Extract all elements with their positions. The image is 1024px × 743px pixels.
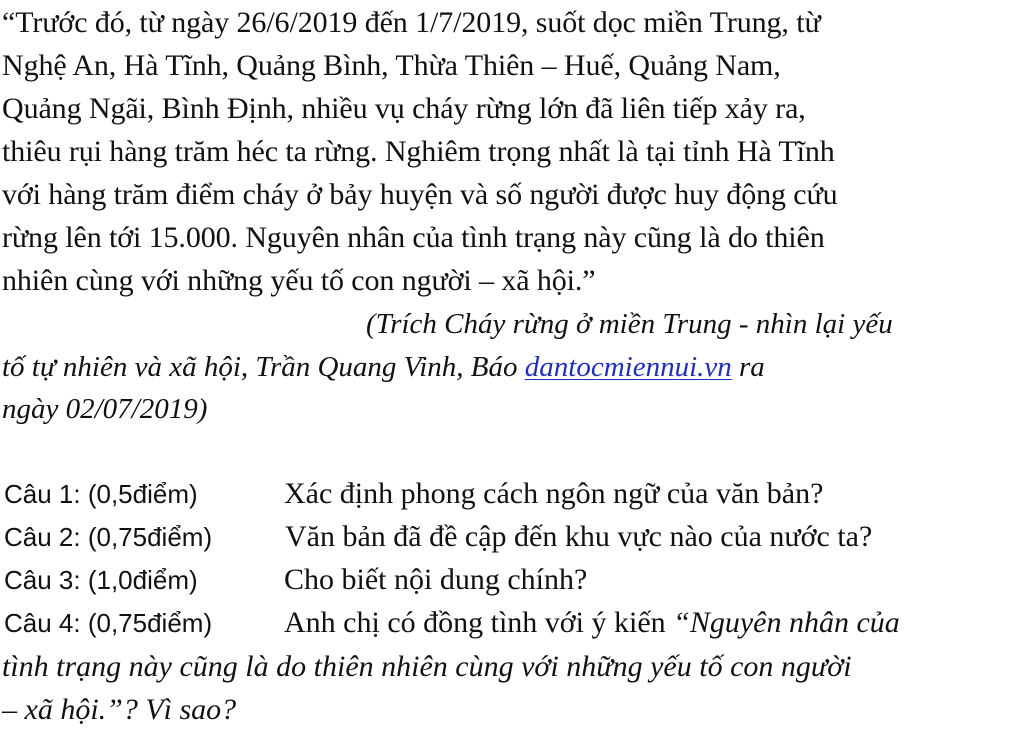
citation-text: tố tự nhiên và xã hội, Trần Quang Vinh, Báo bbox=[2, 351, 525, 383]
citation-line: (Trích Cháy rừng ở miền Trung - nhìn lại yếu bbox=[366, 308, 893, 340]
question-text: Xác định phong cách ngôn ngữ của văn bản? bbox=[284, 477, 824, 510]
passage-line: “Trước đó, từ ngày 26/6/2019 đến 1/7/2019, suốt dọc miền Trung, từ bbox=[2, 6, 821, 39]
citation-line: ngày 02/07/2019) bbox=[2, 393, 208, 425]
question-label: Câu 3: (1,0điểm) bbox=[4, 565, 198, 595]
passage-line: với hàng trăm điểm cháy ở bảy huyện và số người được huy động cứu bbox=[2, 178, 838, 211]
citation-text: ra bbox=[731, 351, 765, 383]
passage-line: Nghệ An, Hà Tĩnh, Quảng Bình, Thừa Thiên – Huế, Quảng Nam, bbox=[2, 49, 781, 82]
question-label: Câu 2: (0,75điểm) bbox=[4, 522, 213, 552]
quoted-opinion-line: – xã hội.”? Vì sao? bbox=[2, 693, 237, 726]
question-label: Câu 4: (0,75điểm) bbox=[4, 608, 213, 638]
question-text: Văn bản đã đề cập đến khu vực nào của nước ta? bbox=[285, 520, 873, 553]
source-link[interactable]: dantocmiennui.vn bbox=[524, 351, 732, 383]
passage-line: nhiên cùng với những yếu tố con người – xã hội.” bbox=[2, 264, 596, 297]
passage-line: Quảng Ngãi, Bình Định, nhiều vụ cháy rừng lớn đã liên tiếp xảy ra, bbox=[2, 92, 806, 125]
question-text bbox=[284, 608, 900, 638]
question-label: Câu 1: (0,5điểm) bbox=[4, 479, 198, 509]
question-text: Cho biết nội dung chính? bbox=[284, 563, 588, 596]
quoted-opinion-line: tình trạng này cũng là do thiên nhiên cùng với những yếu tố con người bbox=[2, 650, 852, 683]
quoted-opinion: “Nguyên nhân của bbox=[673, 606, 900, 639]
citation-line bbox=[2, 353, 765, 382]
passage-line: rừng lên tới 15.000. Nguyên nhân của tình trạng này cũng là do thiên bbox=[2, 221, 825, 254]
question-text-lead: Anh chị có đồng tình với ý kiến bbox=[284, 606, 674, 639]
passage-line: thiêu rụi hàng trăm héc ta rừng. Nghiêm trọng nhất là tại tỉnh Hà Tĩnh bbox=[2, 135, 835, 168]
